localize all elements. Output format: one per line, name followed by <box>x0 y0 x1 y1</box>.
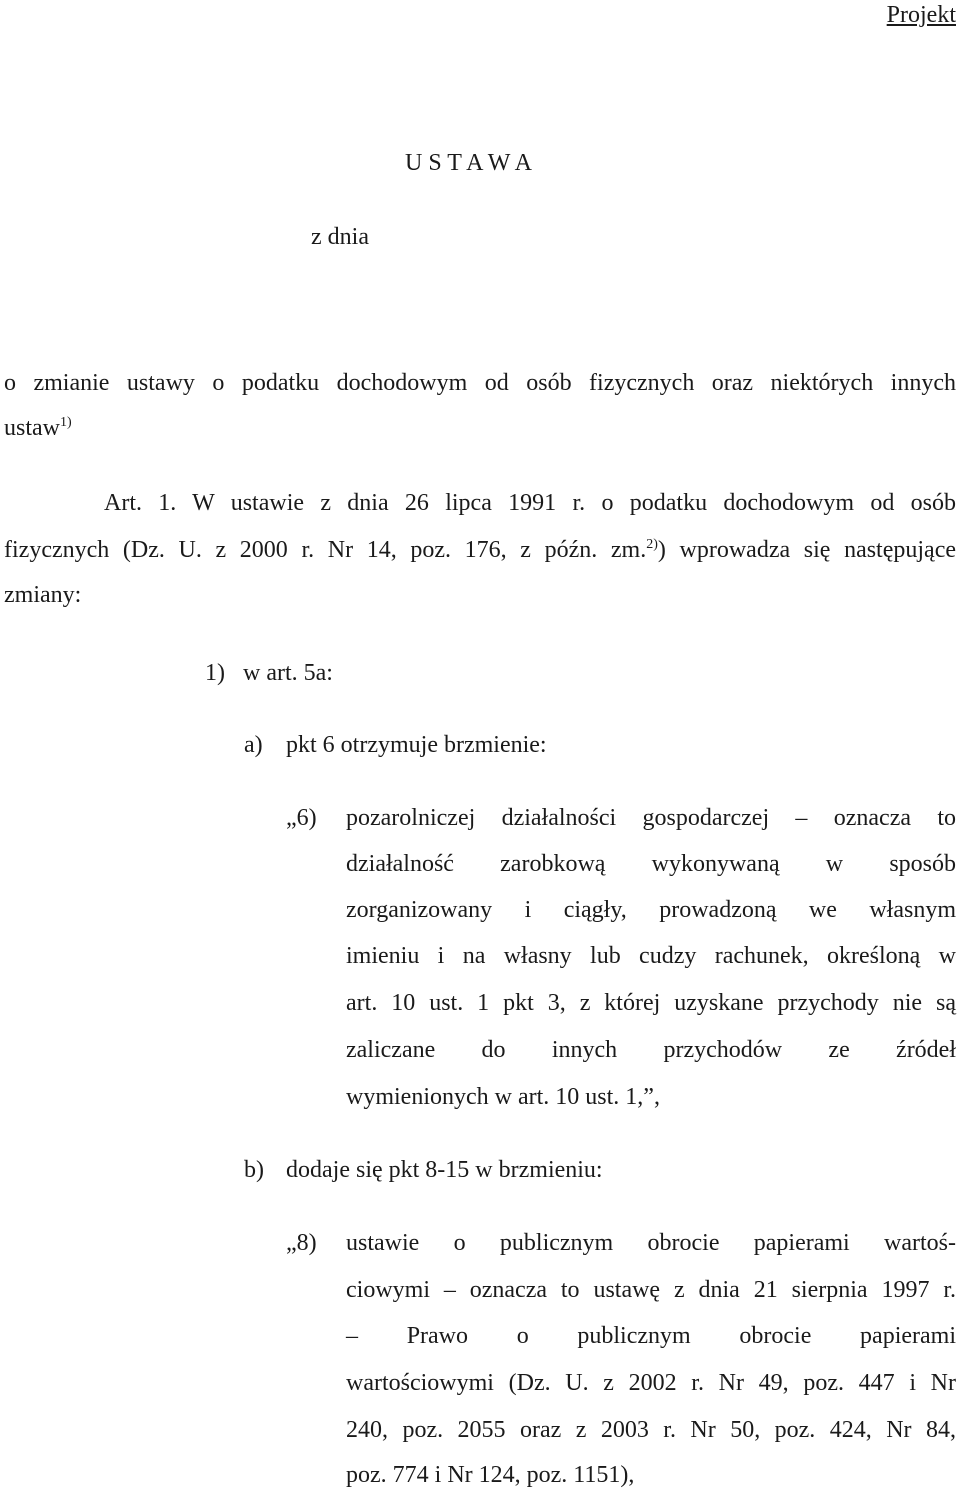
item8-line-3: – Prawo o publicznym obrocie papierami <box>346 1323 956 1349</box>
item6-line-1: pozarolniczej działalności gospodarczej – oznacza to <box>346 805 956 831</box>
act-date: z dnia <box>311 224 369 250</box>
article1-line-2-end: ) wprowadza się następujące <box>657 537 957 563</box>
article1-line-1: Art. 1. W ustawie z dnia 26 lipca 1991 r. o podatku dochodowym od osób <box>104 490 956 516</box>
item8-line-4: wartościowymi (Dz. U. z 2002 r. Nr 49, poz. 447 i Nr <box>346 1370 956 1396</box>
item6-line-6: zaliczane do innych przychodów ze źródeł <box>346 1037 956 1063</box>
article1-line-3: zmiany: <box>4 582 82 608</box>
act-title: U S T A W A <box>405 150 532 176</box>
item8-label: „8) <box>286 1230 317 1256</box>
article1-line-2 <box>4 537 956 564</box>
article1-line-2-start: fizycznych (Dz. U. z 2000 r. Nr 14, poz. 176, z późn. zm. <box>4 537 647 563</box>
letter-b-text: dodaje się pkt 8-15 w brzmieniu: <box>286 1157 603 1183</box>
item6-label: „6) <box>286 805 317 831</box>
subject-ustaw: ustaw <box>4 415 60 441</box>
item6-line-2: działalność zarobkową wykonywaną w sposób <box>346 851 956 877</box>
item8-line-1: ustawie o publicznym obrocie papierami wartoś- <box>346 1230 956 1256</box>
footnote-ref-2: 2) <box>646 537 658 552</box>
point1-text: w art. 5a: <box>243 660 333 686</box>
footnote-ref-1: 1) <box>60 415 72 430</box>
projekt-label: Projekt <box>886 2 956 28</box>
item6-line-7: wymienionych w art. 10 ust. 1,”, <box>346 1084 660 1110</box>
item8-line-6: poz. 774 i Nr 124, poz. 1151), <box>346 1462 635 1488</box>
subject-line-1: o zmianie ustawy o podatku dochodowym od osób fizycznych oraz niektórych innych <box>4 370 956 396</box>
letter-b-label: b) <box>244 1157 264 1183</box>
item6-line-3: zorganizowany i ciągły, prowadzoną we własnym <box>346 897 956 923</box>
letter-a-label: a) <box>244 732 263 758</box>
item6-line-5: art. 10 ust. 1 pkt 3, z której uzyskane przychody nie są <box>346 990 956 1016</box>
subject-line-2 <box>4 415 72 442</box>
letter-a-text: pkt 6 otrzymuje brzmienie: <box>286 732 547 758</box>
item6-line-4: imieniu i na własny lub cudzy rachunek, określoną w <box>346 943 956 969</box>
item8-line-5: 240, poz. 2055 oraz z 2003 r. Nr 50, poz. 424, Nr 84, <box>346 1417 956 1443</box>
point1-label: 1) <box>205 660 225 686</box>
item8-line-2: ciowymi – oznacza to ustawę z dnia 21 sierpnia 1997 r. <box>346 1277 956 1303</box>
